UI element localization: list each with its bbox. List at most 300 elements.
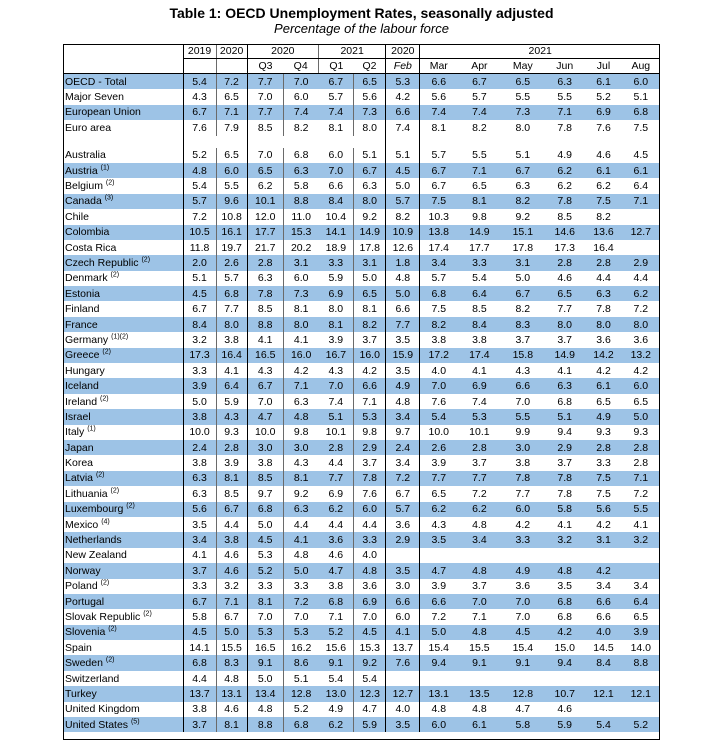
table-cell: 10.5 bbox=[183, 225, 216, 240]
table-cell: 6.7 bbox=[420, 163, 457, 178]
table-cell: 8.2 bbox=[515, 303, 531, 316]
table-cell: 6.2 bbox=[544, 163, 585, 178]
table-cell: 10.0 bbox=[420, 425, 457, 440]
table-cell: 8.2 bbox=[596, 210, 611, 223]
header-year: 2020 bbox=[247, 44, 318, 59]
table-cell: 6.4 bbox=[622, 594, 660, 609]
table-cell: 9.2 bbox=[515, 210, 531, 223]
row-label-footnote: (2) bbox=[95, 471, 105, 479]
table-cell: 5.7 bbox=[420, 271, 457, 286]
header-period: Apr bbox=[457, 59, 501, 74]
table-cell: 7.0 bbox=[247, 148, 283, 163]
table-cell: 3.4 bbox=[633, 580, 649, 593]
table-cell: 5.3 bbox=[386, 74, 420, 90]
table-cell: 6.7 bbox=[183, 301, 216, 316]
table-cell: 4.9 bbox=[585, 409, 621, 424]
table-cell: 5.2 bbox=[622, 717, 660, 732]
table-cell: 5.9 bbox=[544, 717, 585, 732]
table-row bbox=[63, 455, 660, 470]
table-cell: 16.1 bbox=[216, 225, 247, 240]
table-cell: 3.0 bbox=[502, 440, 544, 455]
table-cell: 9.1 bbox=[457, 655, 501, 670]
table-cell: 6.7 bbox=[183, 105, 216, 120]
row-label-text: Latvia bbox=[65, 472, 94, 485]
table-cell: 5.0 bbox=[354, 271, 386, 286]
table-cell: 6.2 bbox=[622, 286, 660, 301]
table-cell: 5.5 bbox=[472, 149, 487, 162]
row-label-text: Colombia bbox=[65, 226, 110, 239]
table-cell: 4.0 bbox=[420, 363, 457, 378]
table-cell: 12.8 bbox=[283, 686, 318, 701]
table-cell: 6.6 bbox=[420, 594, 457, 609]
table-cell: 3.6 bbox=[596, 333, 611, 346]
table-cell: 9.8 bbox=[283, 425, 318, 440]
table-cell: 6.6 bbox=[386, 105, 420, 120]
table-cell: 4.7 bbox=[247, 409, 283, 424]
table-cell: 6.3 bbox=[183, 471, 216, 486]
table-cell: 9.4 bbox=[544, 655, 585, 670]
table-cell: 7.5 bbox=[420, 194, 457, 209]
table-cell: 10.0 bbox=[247, 425, 283, 440]
table-cell: 9.1 bbox=[247, 655, 283, 670]
table-cell: 4.9 bbox=[386, 378, 420, 393]
table-cell: 6.6 bbox=[386, 594, 420, 609]
table-row bbox=[63, 471, 660, 486]
table-cell: 7.0 bbox=[457, 594, 501, 609]
table-cell: 15.8 bbox=[502, 348, 544, 363]
row-label bbox=[63, 317, 183, 332]
table-cell: 7.8 bbox=[557, 121, 572, 134]
table-cell: 6.6 bbox=[596, 610, 611, 623]
table-cell: 5.0 bbox=[183, 394, 216, 409]
table-cell: 5.5 bbox=[515, 91, 531, 104]
table-cell: 2.4 bbox=[183, 440, 216, 455]
table-row bbox=[63, 394, 660, 409]
table-cell: 4.2 bbox=[544, 625, 585, 640]
row-label bbox=[63, 74, 183, 90]
table-cell: 7.0 bbox=[354, 609, 386, 624]
table-cell: 18.9 bbox=[325, 241, 347, 254]
table-cell: 6.8 bbox=[557, 395, 572, 408]
table-cell: 13.6 bbox=[585, 225, 621, 240]
table-cell: 6.0 bbox=[328, 149, 344, 162]
table-row bbox=[63, 301, 660, 316]
table-cell: 6.3 bbox=[283, 163, 318, 178]
table-cell: 17.7 bbox=[247, 225, 283, 240]
table-cell: 4.8 bbox=[216, 671, 247, 686]
table-cell: 5.4 bbox=[183, 74, 216, 90]
table-cell: 3.7 bbox=[472, 580, 487, 593]
table-cell: 2.8 bbox=[216, 440, 247, 455]
table-cell: 4.8 bbox=[386, 271, 420, 286]
table-cell: 7.8 bbox=[247, 286, 283, 301]
table-cell: 9.2 bbox=[283, 486, 318, 501]
table-row bbox=[63, 363, 660, 378]
table-cell: 4.3 bbox=[420, 517, 457, 532]
table-cell: 4.1 bbox=[386, 625, 420, 640]
table-cell: 13.4 bbox=[247, 686, 283, 701]
table-cell: 17.3 bbox=[554, 241, 575, 254]
table-cell: 4.1 bbox=[216, 363, 247, 378]
table-cell: 6.5 bbox=[633, 395, 649, 408]
table-cell: 3.3 bbox=[502, 532, 544, 547]
row-label-footnote: (5) bbox=[130, 718, 140, 726]
table-cell: 6.3 bbox=[585, 286, 621, 301]
unemployment-table bbox=[63, 44, 660, 732]
table-cell: 9.7 bbox=[247, 486, 283, 501]
table-row bbox=[63, 671, 660, 686]
table-cell: 3.8 bbox=[328, 580, 344, 593]
table-cell: 4.8 bbox=[457, 563, 501, 578]
table-row bbox=[63, 209, 660, 224]
table-cell: 15.9 bbox=[386, 348, 420, 363]
table-cell: 6.8 bbox=[247, 502, 283, 517]
row-label bbox=[63, 271, 183, 286]
table-cell: 16.5 bbox=[247, 640, 283, 655]
table-cell: 8.5 bbox=[247, 471, 283, 486]
table-cell: 8.5 bbox=[472, 303, 487, 316]
row-label-text: New Zealand bbox=[65, 549, 127, 562]
row-label-text: Italy bbox=[65, 426, 85, 439]
spacer-cell bbox=[319, 136, 354, 148]
table-title: Table 1: OECD Unemployment Rates, seasonally adjusted bbox=[169, 5, 554, 21]
table-cell: 6.3 bbox=[283, 394, 318, 409]
table-cell: 5.6 bbox=[183, 502, 216, 517]
table-cell: 3.6 bbox=[633, 333, 649, 346]
table-row bbox=[63, 517, 660, 532]
table-cell: 7.4 bbox=[283, 105, 318, 120]
table-cell: 19.7 bbox=[216, 240, 247, 255]
table-cell: 4.8 bbox=[472, 703, 487, 716]
table-cell: 6.8 bbox=[544, 594, 585, 609]
table-cell: 16.4 bbox=[593, 241, 614, 254]
table-cell: 3.2 bbox=[544, 532, 585, 547]
table-cell: 8.0 bbox=[585, 317, 621, 332]
row-label bbox=[63, 148, 183, 163]
table-cell: 6.8 bbox=[216, 286, 247, 301]
table-cell: 4.1 bbox=[247, 332, 283, 347]
table-cell: 6.0 bbox=[502, 502, 544, 517]
table-cell: 2.8 bbox=[247, 255, 283, 270]
table-cell: 6.4 bbox=[457, 286, 501, 301]
table-cell: 5.1 bbox=[183, 271, 216, 286]
spacer-cell bbox=[283, 136, 318, 148]
header-corner bbox=[63, 44, 183, 59]
table-cell: 3.2 bbox=[216, 579, 247, 594]
row-label-text: Germany bbox=[65, 333, 109, 346]
table-cell: 7.7 bbox=[420, 471, 457, 486]
row-label-footnote: (2) bbox=[141, 256, 151, 264]
table-cell: 8.0 bbox=[354, 194, 386, 209]
table-cell: 14.1 bbox=[183, 640, 216, 655]
table-cell: 4.5 bbox=[183, 286, 216, 301]
table-cell: 7.7 bbox=[515, 487, 531, 500]
table-cell: 7.5 bbox=[420, 301, 457, 316]
row-label-text: Iceland bbox=[65, 380, 99, 393]
row-label bbox=[63, 702, 183, 717]
row-label-text: Korea bbox=[65, 457, 94, 470]
table-cell: 3.3 bbox=[596, 457, 611, 470]
table-cell: 7.0 bbox=[515, 610, 531, 623]
row-label bbox=[63, 178, 183, 193]
table-cell: 6.0 bbox=[622, 74, 660, 90]
table-cell: 5.7 bbox=[183, 194, 216, 209]
spacer-row bbox=[63, 136, 660, 148]
table-cell: 3.1 bbox=[283, 255, 318, 270]
table-cell: 6.1 bbox=[585, 163, 621, 178]
table-cell: 7.8 bbox=[354, 471, 386, 486]
table-cell: 6.7 bbox=[502, 286, 544, 301]
table-cell: 4.6 bbox=[216, 563, 247, 578]
table-cell: 6.8 bbox=[283, 148, 318, 163]
table-cell: 7.2 bbox=[472, 487, 487, 500]
table-cell: 4.8 bbox=[457, 625, 501, 640]
table-cell: 4.5 bbox=[354, 625, 386, 640]
table-cell: 2.9 bbox=[354, 440, 386, 455]
table-cell: 7.0 bbox=[283, 74, 318, 90]
table-cell: 3.6 bbox=[354, 579, 386, 594]
table-cell: 15.5 bbox=[469, 641, 490, 654]
table-cell: 6.7 bbox=[247, 378, 283, 393]
row-label-text: Luxembourg bbox=[65, 503, 124, 516]
row-label-text: Estonia bbox=[65, 287, 101, 300]
table-cell: 4.2 bbox=[283, 363, 318, 378]
table-cell: 6.6 bbox=[328, 180, 344, 193]
row-label-footnote: (1) bbox=[100, 164, 110, 172]
table-cell: 2.9 bbox=[544, 440, 585, 455]
row-label-text: Finland bbox=[65, 303, 100, 316]
table-cell: 8.2 bbox=[386, 209, 420, 224]
table-cell: 5.0 bbox=[515, 272, 531, 285]
table-cell: 17.4 bbox=[420, 240, 457, 255]
row-label-text: Mexico bbox=[65, 518, 99, 531]
table-cell: 3.2 bbox=[183, 332, 216, 347]
table-cell: 7.0 bbox=[515, 395, 531, 408]
table-cell: 4.5 bbox=[502, 625, 544, 640]
table-cell: 1.8 bbox=[386, 255, 420, 270]
table-cell: 10.1 bbox=[247, 194, 283, 209]
table-cell: 4.1 bbox=[557, 364, 572, 377]
table-row bbox=[63, 532, 660, 547]
table-cell: 2.8 bbox=[585, 440, 621, 455]
table-cell: 7.0 bbox=[247, 609, 283, 624]
table-cell: 4.3 bbox=[328, 364, 344, 377]
table-cell: 20.2 bbox=[283, 240, 318, 255]
row-label-text: European Union bbox=[65, 106, 141, 119]
table-cell: 3.1 bbox=[354, 255, 386, 270]
row-label bbox=[63, 640, 183, 655]
table-cell: 3.1 bbox=[502, 255, 544, 270]
row-label bbox=[63, 225, 183, 240]
table-cell: 6.8 bbox=[622, 105, 660, 120]
table-cell: 3.9 bbox=[420, 579, 457, 594]
table-cell: 2.8 bbox=[457, 440, 501, 455]
table-cell: 3.7 bbox=[183, 563, 216, 578]
table-cell: 4.8 bbox=[472, 518, 487, 531]
table-cell: 3.3 bbox=[283, 579, 318, 594]
table-cell: 6.6 bbox=[386, 301, 420, 316]
table-cell: 4.7 bbox=[319, 563, 354, 578]
table-cell bbox=[622, 548, 660, 563]
table-cell: 4.8 bbox=[247, 702, 283, 717]
row-label-text: United Kingdom bbox=[65, 703, 140, 716]
table-cell: 4.1 bbox=[633, 518, 649, 531]
row-label-footnote: (2) bbox=[108, 625, 117, 633]
table-cell: 8.1 bbox=[319, 317, 354, 332]
table-cell: 7.3 bbox=[502, 105, 544, 120]
table-cell: 5.1 bbox=[515, 149, 531, 162]
table-cell bbox=[622, 702, 660, 717]
row-label bbox=[63, 625, 183, 640]
table-cell: 7.1 bbox=[328, 610, 344, 623]
table-cell: 6.6 bbox=[502, 378, 544, 393]
table-cell: 7.8 bbox=[596, 303, 611, 316]
header-period: Jul bbox=[585, 59, 621, 74]
table-cell bbox=[622, 671, 660, 686]
row-label bbox=[63, 455, 183, 470]
table-cell: 5.6 bbox=[354, 89, 386, 104]
spacer-cell bbox=[183, 136, 216, 148]
table-cell: 3.3 bbox=[457, 255, 501, 270]
spacer-cell bbox=[457, 136, 501, 148]
table-cell: 6.3 bbox=[544, 378, 585, 393]
table-cell: 6.1 bbox=[585, 74, 621, 90]
spacer-cell bbox=[63, 136, 183, 148]
table-cell: 5.3 bbox=[247, 548, 283, 563]
row-label bbox=[63, 548, 183, 563]
table-cell: 7.6 bbox=[596, 121, 611, 134]
table-cell: 7.5 bbox=[585, 194, 621, 209]
table-cell: 4.7 bbox=[354, 702, 386, 717]
table-row bbox=[63, 563, 660, 578]
header-period: Mar bbox=[420, 59, 457, 74]
table-cell: 4.8 bbox=[283, 409, 318, 424]
table-cell: 3.3 bbox=[319, 255, 354, 270]
table-cell: 7.5 bbox=[596, 487, 611, 500]
table-cell bbox=[386, 671, 420, 686]
spacer-cell bbox=[585, 136, 621, 148]
row-label-footnote: (2) bbox=[105, 656, 115, 664]
table-cell: 3.0 bbox=[283, 440, 318, 455]
table-cell: 3.7 bbox=[557, 333, 572, 346]
table-row bbox=[63, 89, 660, 104]
row-label bbox=[63, 348, 183, 363]
table-cell: 7.6 bbox=[420, 394, 457, 409]
table-cell: 11.0 bbox=[283, 209, 318, 224]
table-cell: 7.8 bbox=[544, 194, 585, 209]
table-cell bbox=[622, 563, 660, 578]
table-cell: 8.6 bbox=[283, 655, 318, 670]
table-cell: 9.6 bbox=[216, 194, 247, 209]
row-label-footnote: (2) bbox=[100, 395, 109, 402]
table-cell: 5.7 bbox=[386, 502, 420, 517]
table-cell: 6.5 bbox=[216, 148, 247, 163]
table-cell: 6.9 bbox=[354, 594, 386, 609]
table-cell: 13.8 bbox=[420, 225, 457, 240]
row-label-text: Canada bbox=[65, 195, 102, 208]
table-cell: 7.6 bbox=[386, 655, 420, 670]
table-row bbox=[63, 378, 660, 393]
table-cell: 3.5 bbox=[420, 532, 457, 547]
table-cell: 7.8 bbox=[502, 471, 544, 486]
table-row bbox=[63, 425, 660, 440]
table-cell: 3.8 bbox=[420, 332, 457, 347]
spacer-cell bbox=[354, 136, 386, 148]
table-cell: 6.9 bbox=[328, 487, 344, 500]
table-cell: 3.0 bbox=[247, 440, 283, 455]
table-cell: 5.2 bbox=[283, 702, 318, 717]
table-cell: 6.5 bbox=[633, 610, 649, 623]
table-cell: 8.5 bbox=[247, 301, 283, 316]
row-label-text: Japan bbox=[65, 441, 94, 454]
row-label-footnote: (2) bbox=[110, 487, 120, 495]
table-cell: 8.0 bbox=[328, 303, 344, 316]
table-cell: 3.9 bbox=[328, 333, 344, 346]
table-cell: 15.5 bbox=[216, 640, 247, 655]
table-cell: 6.0 bbox=[216, 163, 247, 178]
table-cell: 8.2 bbox=[420, 317, 457, 332]
header-period: Jun bbox=[544, 59, 585, 74]
table-cell bbox=[622, 240, 660, 255]
table-cell: 13.1 bbox=[216, 686, 247, 701]
table-cell: 4.3 bbox=[183, 89, 216, 104]
row-label bbox=[63, 301, 183, 316]
table-cell: 8.1 bbox=[457, 194, 501, 209]
table-row bbox=[63, 178, 660, 193]
header-row-periods bbox=[63, 59, 660, 74]
table-cell: 5.1 bbox=[283, 671, 318, 686]
spacer-cell bbox=[544, 136, 585, 148]
row-label-text: Slovenia bbox=[65, 626, 106, 639]
row-label-text: Australia bbox=[65, 149, 106, 162]
table-cell: 13.1 bbox=[420, 686, 457, 701]
table-cell: 8.4 bbox=[457, 317, 501, 332]
table-cell: 4.0 bbox=[585, 625, 621, 640]
table-cell: 5.4 bbox=[585, 717, 621, 732]
table-cell: 7.7 bbox=[247, 105, 283, 120]
table-cell: 12.0 bbox=[247, 209, 283, 224]
table-cell: 7.8 bbox=[557, 487, 572, 500]
table-cell: 6.7 bbox=[502, 163, 544, 178]
table-cell: 7.4 bbox=[386, 120, 420, 135]
table-cell: 9.2 bbox=[354, 209, 386, 224]
table-cell: 7.1 bbox=[354, 394, 386, 409]
row-label-footnote: (2) bbox=[100, 579, 110, 587]
table-cell: 16.0 bbox=[283, 348, 318, 363]
row-label-text: Netherlands bbox=[65, 534, 122, 547]
table-cell: 5.5 bbox=[622, 502, 660, 517]
table-cell: 7.2 bbox=[183, 209, 216, 224]
table-cell: 8.2 bbox=[502, 194, 544, 209]
table-cell: 8.1 bbox=[283, 471, 318, 486]
row-label bbox=[63, 89, 183, 104]
table-cell: 8.5 bbox=[216, 486, 247, 501]
table-cell bbox=[386, 548, 420, 563]
table-cell: 4.3 bbox=[515, 364, 531, 377]
table-cell: 3.4 bbox=[596, 580, 611, 593]
table-cell: 7.7 bbox=[216, 301, 247, 316]
table-cell: 5.0 bbox=[247, 671, 283, 686]
table-cell: 7.4 bbox=[420, 105, 457, 120]
table-cell: 5.8 bbox=[183, 609, 216, 624]
header-corner bbox=[63, 59, 183, 74]
table-cell: 6.3 bbox=[515, 180, 531, 193]
table-cell: 5.9 bbox=[328, 272, 344, 285]
table-cell: 14.9 bbox=[544, 348, 585, 363]
table-cell: 3.7 bbox=[183, 717, 216, 732]
table-row bbox=[63, 74, 660, 90]
table-cell: 8.2 bbox=[472, 121, 487, 134]
